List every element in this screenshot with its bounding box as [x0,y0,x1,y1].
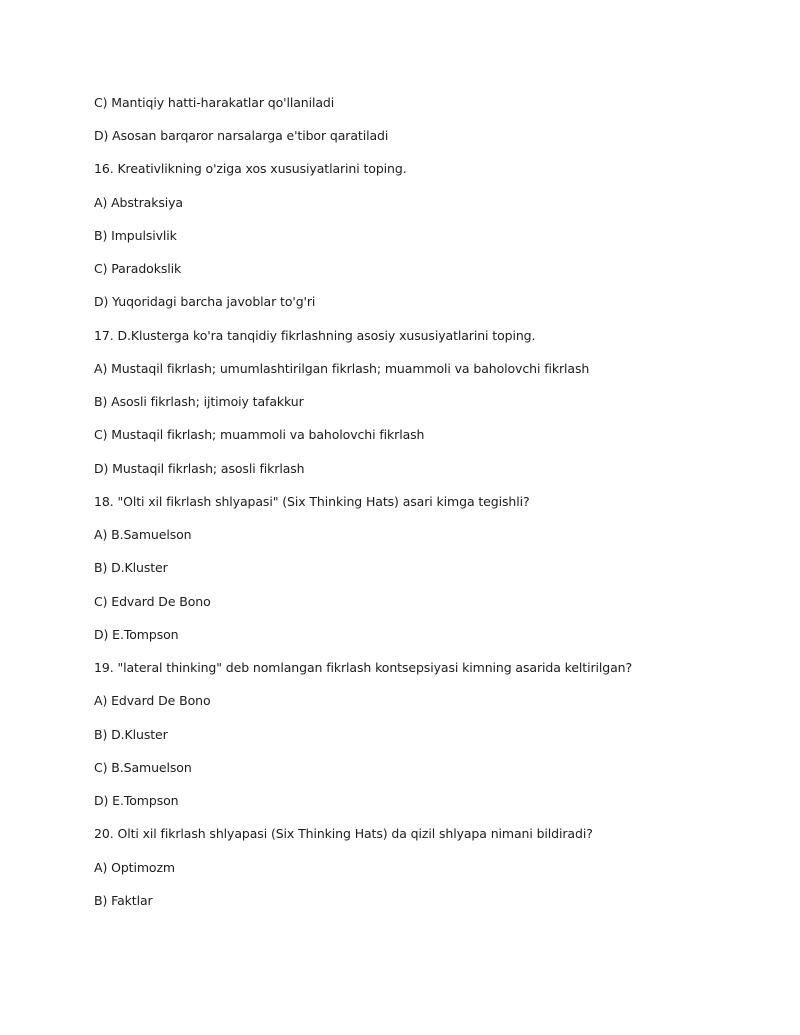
option-d-q16: D) Yuqoridagi barcha javoblar to'g'ri [94,294,316,309]
option-a-q16: A) Abstraksiya [94,195,183,210]
question-17: 17. D.Klusterga ko'ra tanqidiy fikrlashning asosiy xususiyatlarini toping. [94,328,536,343]
option-d-q19: D) E.Tompson [94,793,179,808]
option-d-q18: D) E.Tompson [94,627,179,642]
question-18: 18. "Olti xil fikrlash shlyapasi" (Six Thinking Hats) asari kimga tegishli? [94,494,530,509]
option-c-q17: C) Mustaqil fikrlash; muammoli va baholovchi fikrlash [94,427,425,442]
option-b-q17: B) Asosli fikrlash; ijtimoiy tafakkur [94,394,304,409]
option-a-q20: A) Optimozm [94,860,176,875]
option-b-q19: B) D.Kluster [94,727,168,742]
question-20: 20. Olti xil fikrlash shlyapasi (Six Thinking Hats) da qizil shlyapa nimani bildiradi? [94,826,593,841]
option-a-q17: A) Mustaqil fikrlash; umumlashtirilgan fikrlash; muammoli va baholovchi fikrlash [94,361,590,376]
option-b-q16: B) Impulsivlik [94,228,177,243]
question-16: 16. Kreativlikning o'ziga xos xususiyatlarini toping. [94,161,407,176]
option-c-q15: C) Mantiqiy hatti-harakatlar qo'llaniladi [94,95,335,110]
option-a-q18: A) B.Samuelson [94,527,192,542]
option-c-q19: C) B.Samuelson [94,760,192,775]
option-b-q20: B) Faktlar [94,893,153,908]
option-d-q15: D) Asosan barqaror narsalarga e'tibor qaratiladi [94,128,389,143]
option-d-q17: D) Mustaqil fikrlash; asosli fikrlash [94,461,305,476]
option-a-q19: A) Edvard De Bono [94,693,211,708]
option-c-q18: C) Edvard De Bono [94,594,211,609]
option-b-q18: B) D.Kluster [94,560,168,575]
option-c-q16: C) Paradokslik [94,261,182,276]
question-19: 19. "lateral thinking" deb nomlangan fikrlash kontsepsiyasi kimning asarida keltirilgan? [94,660,632,675]
